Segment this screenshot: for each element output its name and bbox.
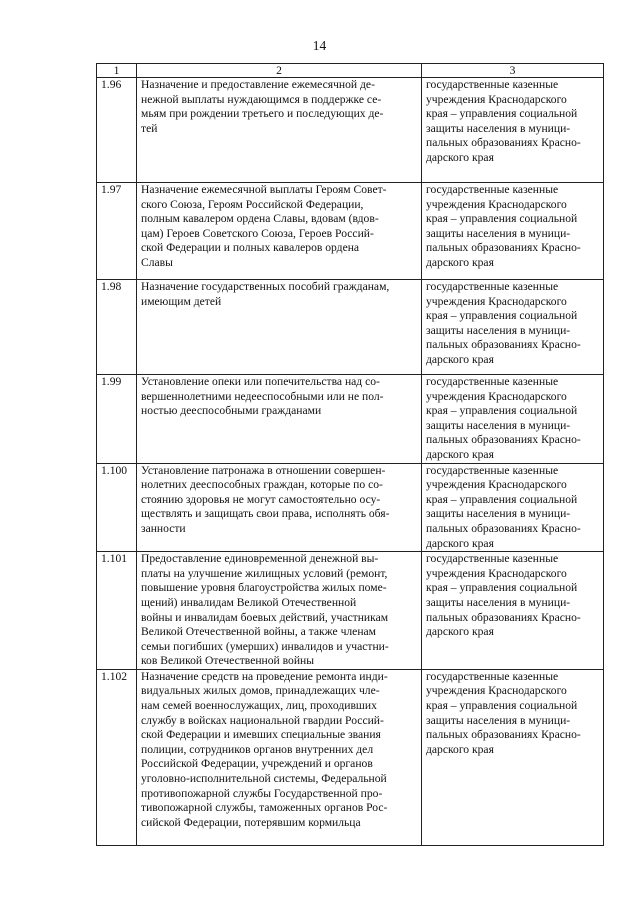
- table-row: [97, 183, 604, 280]
- text-line: учреждения Краснодарского: [426, 478, 567, 492]
- text-line: уголовно-исполнительной системы, Федеральной: [141, 772, 387, 786]
- text-line: ков Великой Отечественной войны: [141, 654, 315, 668]
- text-line: службу в войсках национальной гвардии Россий-: [141, 713, 384, 727]
- text-line: Установление опеки или попечительства над со-: [141, 375, 380, 388]
- text-line: полиции, сотрудников органов внутренних дел: [141, 742, 374, 756]
- text-line: учреждения Краснодарского: [426, 294, 567, 308]
- text-line: дарского края: [426, 150, 494, 164]
- text-line: тивопожарной службы, таможенных органов Рос-: [141, 801, 388, 815]
- text-line: войны и инвалидам боевых действий, участникам: [141, 610, 389, 624]
- text-line: пальных образованиях Красно-: [426, 433, 581, 447]
- text-line: государственные казенные: [426, 183, 559, 196]
- text-line: государственные казенные: [426, 552, 559, 566]
- table-row: [97, 463, 604, 552]
- text-line: учреждения Краснодарского: [426, 566, 567, 580]
- table-row: [97, 552, 604, 670]
- text-line: государственные казенные: [426, 280, 559, 293]
- text-line: Установление патронажа в отношении совершен-: [141, 463, 386, 477]
- text-line: защиты населения в муници-: [426, 323, 571, 337]
- text-line: полным кавалером ордена Славы, вдовам (вдов-: [141, 212, 379, 226]
- column-header-organization: 3: [422, 64, 604, 78]
- text-line: пальных образованиях Красно-: [426, 610, 581, 624]
- text-line: щений) инвалидам Великой Отечественной: [141, 595, 357, 609]
- text-line: видуальных жилых домов, принадлежащих чле-: [141, 684, 380, 698]
- service-name: [137, 280, 422, 375]
- row-number: 1.97: [97, 183, 137, 280]
- text-line: Назначение ежемесячной выплаты Героям Совет-: [141, 183, 387, 196]
- text-line: мьям при рождении третьего и последующих де-: [141, 107, 384, 121]
- text-line: государственные казенные: [426, 78, 559, 91]
- text-line: учреждения Краснодарского: [426, 197, 567, 211]
- responsible-organization: [422, 375, 604, 464]
- text-line: повышение уровня благоустройства жилых поме-: [141, 581, 387, 595]
- text-line: Предоставление единовременной денежной вы-: [141, 552, 379, 566]
- text-line: защиты населения в муници-: [426, 713, 571, 727]
- responsible-organization: [422, 280, 604, 375]
- table-row: [97, 669, 604, 845]
- text-line: защиты населения в муници-: [426, 226, 571, 240]
- text-line: пальных образованиях Красно-: [426, 136, 581, 150]
- row-number: 1.98: [97, 280, 137, 375]
- text-line: стоянию здоровья не могут самостоятельно осу-: [141, 492, 381, 506]
- responsible-organization: [422, 183, 604, 280]
- text-line: пальных образованиях Красно-: [426, 521, 581, 535]
- service-name: [137, 552, 422, 670]
- text-line: края – управления социальной: [426, 581, 578, 595]
- text-line: государственные казенные: [426, 669, 559, 683]
- responsible-organization: [422, 552, 604, 670]
- text-line: Назначение государственных пособий гражданам,: [141, 280, 390, 293]
- text-line: края – управления социальной: [426, 212, 578, 226]
- text-line: края – управления социальной: [426, 699, 578, 713]
- text-line: защиты населения в муници-: [426, 595, 571, 609]
- row-number: 1.100: [97, 463, 137, 552]
- text-line: учреждения Краснодарского: [426, 389, 567, 403]
- text-line: пальных образованиях Красно-: [426, 241, 581, 255]
- text-line: платы на улучшение жилищных условий (ремонт,: [141, 566, 388, 580]
- responsible-organization: [422, 669, 604, 845]
- text-line: тей: [141, 121, 158, 135]
- text-line: пальных образованиях Красно-: [426, 338, 581, 352]
- column-header-number: 1: [97, 64, 137, 78]
- text-line: ществлять и защищать свои права, исполнять обя-: [141, 507, 390, 521]
- text-line: цам) Героев Советского Союза, Героев Россий-: [141, 226, 374, 240]
- text-line: дарского края: [426, 255, 494, 269]
- text-line: защиты населения в муници-: [426, 507, 571, 521]
- text-line: занности: [141, 521, 186, 535]
- text-line: ского Союза, Героям Российской Федерации,: [141, 197, 364, 211]
- text-line: ностью дееспособными гражданами: [141, 404, 322, 418]
- service-name: [137, 375, 422, 464]
- text-line: дарского края: [426, 536, 494, 550]
- text-line: учреждения Краснодарского: [426, 92, 567, 106]
- service-name: [137, 463, 422, 552]
- service-name: [137, 183, 422, 280]
- text-line: учреждения Краснодарского: [426, 684, 567, 698]
- table-row: [97, 280, 604, 375]
- text-line: дарского края: [426, 625, 494, 639]
- column-header-service: 2: [137, 64, 422, 78]
- text-line: дарского края: [426, 352, 494, 366]
- text-line: Славы: [141, 255, 173, 269]
- text-line: пальных образованиях Красно-: [426, 728, 581, 742]
- text-line: Российской Федерации, учреждений и органов: [141, 757, 373, 771]
- text-line: края – управления социальной: [426, 404, 578, 418]
- row-number: 1.102: [97, 669, 137, 845]
- text-line: нам семей военнослужащих, лиц, проходивших: [141, 699, 377, 713]
- text-line: нежной выплаты нуждающимся в поддержке се-: [141, 92, 382, 106]
- text-line: государственные казенные: [426, 463, 559, 477]
- text-line: вершеннолетними недееспособными или не пол-: [141, 389, 384, 403]
- responsible-organization: [422, 78, 604, 183]
- page-number: 14: [312, 38, 327, 53]
- text-line: Назначение средств на проведение ремонта инди-: [141, 669, 388, 683]
- text-line: семьи погибших (умерших) инвалидов и участни-: [141, 639, 389, 653]
- text-line: края – управления социальной: [426, 107, 578, 121]
- text-line: Великой Отечественной войны, а также членам: [141, 625, 377, 639]
- table-header-row: [97, 64, 604, 78]
- text-line: сийской Федерации, потерявшим кормильца: [141, 815, 361, 829]
- text-line: защиты населения в муници-: [426, 418, 571, 432]
- text-line: дарского края: [426, 742, 494, 756]
- text-line: противопожарной службы Государственной про-: [141, 786, 383, 800]
- service-name: [137, 78, 422, 183]
- text-line: края – управления социальной: [426, 492, 578, 506]
- responsible-organization: [422, 463, 604, 552]
- text-line: имеющим детей: [141, 294, 222, 308]
- text-line: края – управления социальной: [426, 309, 578, 323]
- row-number: 1.99: [97, 375, 137, 464]
- text-line: дарского края: [426, 447, 494, 461]
- services-table: [96, 63, 604, 846]
- text-line: государственные казенные: [426, 375, 559, 388]
- row-number: 1.96: [97, 78, 137, 183]
- text-line: ской Федерации и имевших специальные звания: [141, 728, 381, 742]
- service-name: [137, 669, 422, 845]
- text-line: нолетних дееспособных граждан, которые по со-: [141, 478, 383, 492]
- row-number: 1.101: [97, 552, 137, 670]
- table-row: [97, 78, 604, 183]
- text-line: Назначение и предоставление ежемесячной де-: [141, 78, 375, 91]
- text-line: защиты населения в муници-: [426, 121, 571, 135]
- text-line: ской Федерации и полных кавалеров ордена: [141, 241, 360, 255]
- table-row: [97, 375, 604, 464]
